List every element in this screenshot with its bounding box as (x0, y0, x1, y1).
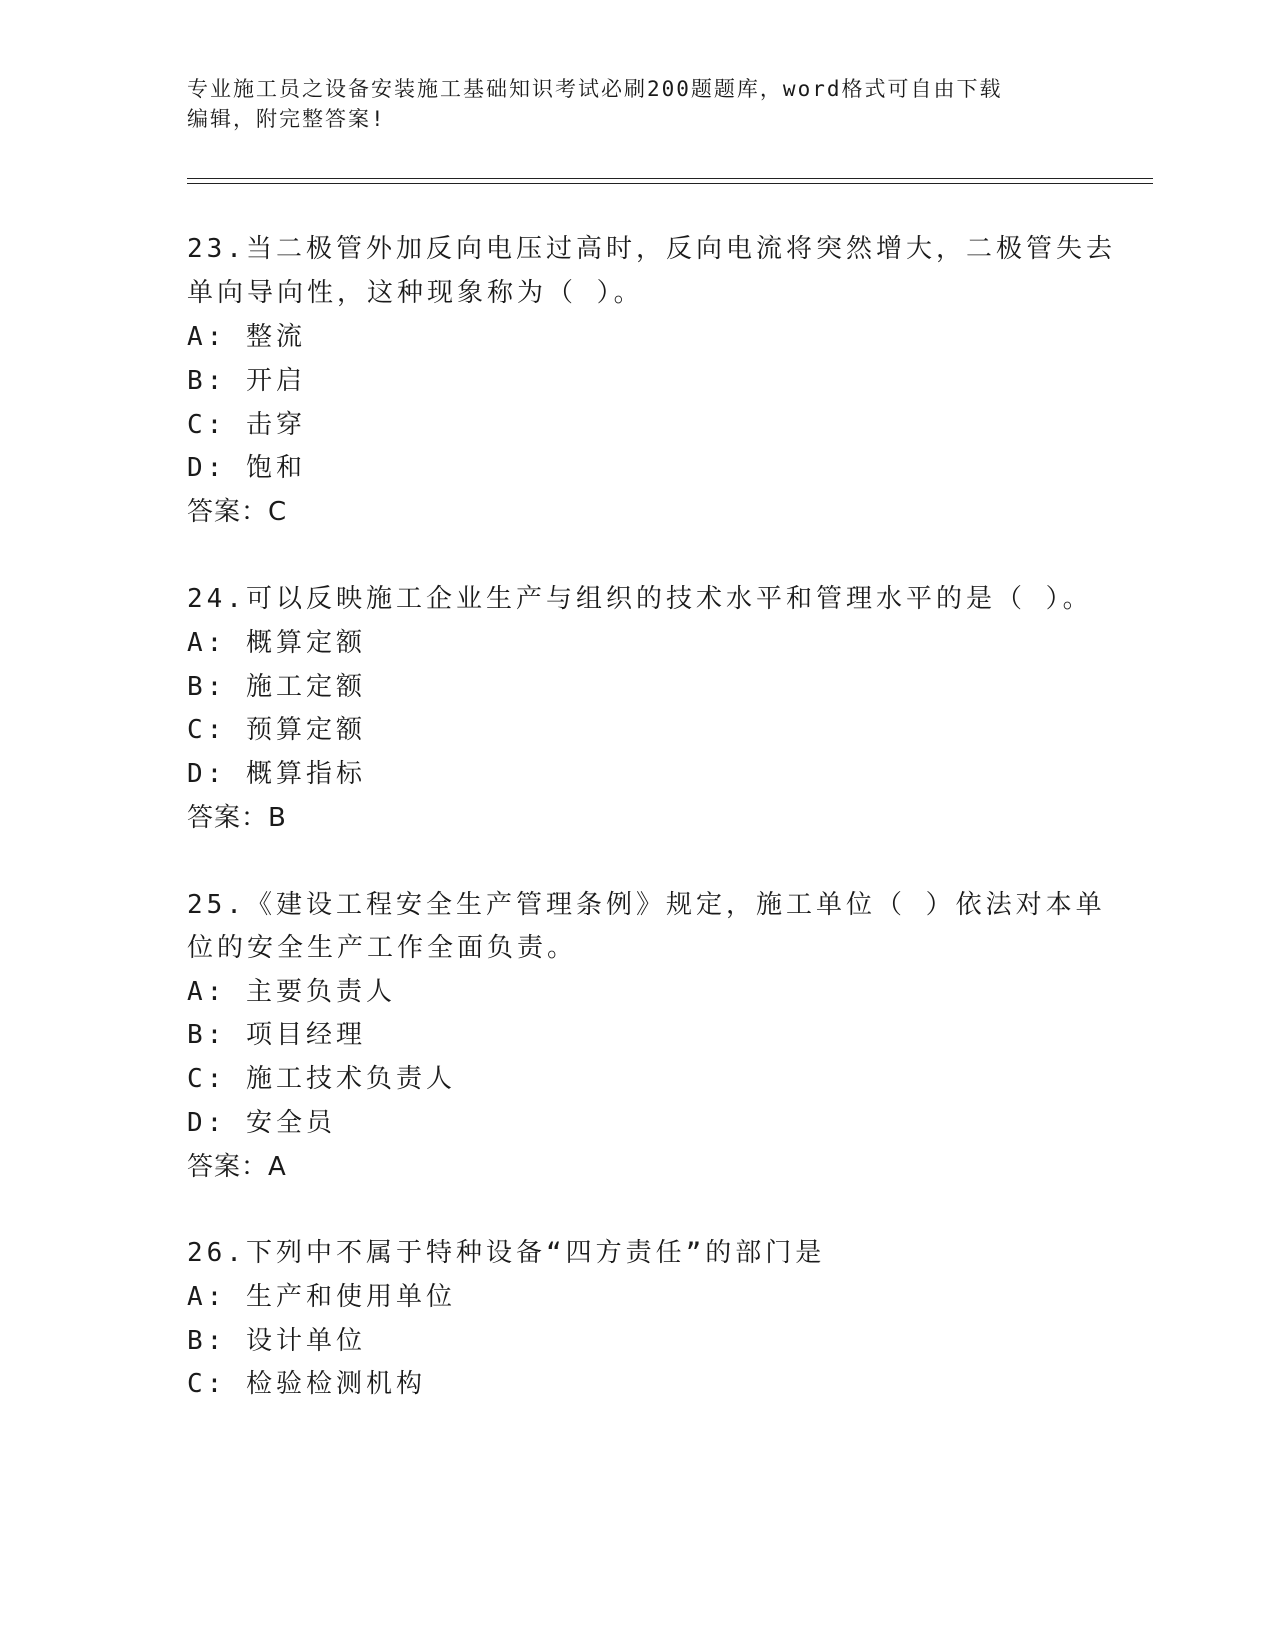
question-23-stem-line-1: 23.当二极管外加反向电压过高时，反向电流将突然增大，二极管失去 (187, 234, 1116, 264)
question-23-option-d: D: 饱和 (187, 453, 306, 483)
question-24-option-d: D: 概算指标 (187, 759, 366, 789)
header-divider-top (187, 178, 1153, 179)
question-23-answer: 答案：C (187, 497, 288, 527)
header-title-line-1: 专业施工员之设备安装施工基础知识考试必刷200题题库，word格式可自由下载 (187, 77, 1003, 101)
question-24-answer: 答案：B (187, 803, 287, 833)
question-26-option-a: A: 生产和使用单位 (187, 1282, 456, 1312)
question-25-option-a: A: 主要负责人 (187, 977, 396, 1007)
question-25-answer: 答案：A (187, 1152, 287, 1182)
question-23-stem-line-2: 单向导向性，这种现象称为（ ）。 (187, 278, 644, 308)
question-24-option-a: A: 概算定额 (187, 628, 366, 658)
question-23-option-c: C: 击穿 (187, 410, 306, 440)
question-25-option-d: D: 安全员 (187, 1108, 336, 1138)
question-25-stem-line-2: 位的安全生产工作全面负责。 (187, 933, 578, 963)
header-divider-bottom (187, 183, 1153, 184)
question-23-option-a: A: 整流 (187, 322, 306, 352)
question-24-option-c: C: 预算定额 (187, 715, 366, 745)
question-25-option-b: B: 项目经理 (187, 1020, 366, 1050)
question-25-option-c: C: 施工技术负责人 (187, 1064, 456, 1094)
question-23-option-b: B: 开启 (187, 366, 306, 396)
document-header (187, 74, 1067, 134)
question-24-stem-line-1: 24.可以反映施工企业生产与组织的技术水平和管理水平的是（ ）。 (187, 584, 1093, 614)
question-26-stem-line-1: 26.下列中不属于特种设备“四方责任”的部门是 (187, 1238, 826, 1268)
question-25-stem-line-1: 25.《建设工程安全生产管理条例》规定，施工单位（ ）依法对本单 (187, 890, 1106, 920)
question-26-option-c: C: 检验检测机构 (187, 1369, 426, 1399)
question-24-option-b: B: 施工定额 (187, 672, 366, 702)
header-title-line-2: 编辑，附完整答案! (187, 107, 386, 131)
question-26-option-b: B: 设计单位 (187, 1326, 366, 1356)
